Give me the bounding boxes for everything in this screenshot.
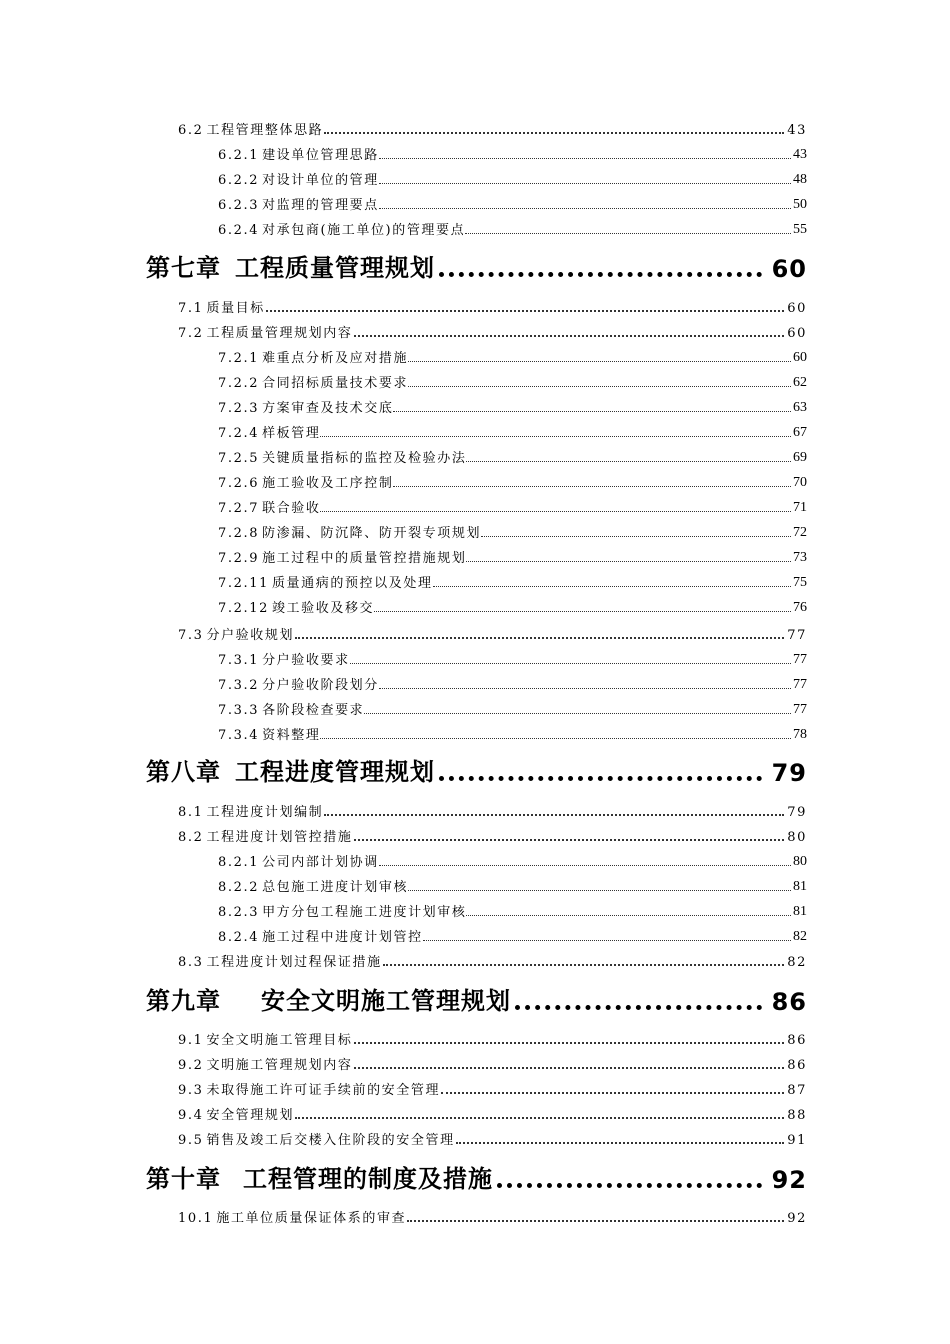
toc-entry-title: 工程进度计划过程保证措施 (206, 955, 382, 970)
toc-chapter-entry[interactable] (146, 249, 807, 283)
dot-leader (354, 335, 785, 337)
toc-entry[interactable] (178, 296, 807, 316)
toc-entry-number: 第十章 (146, 1164, 221, 1193)
dot-leader (383, 964, 785, 966)
dot-leader (433, 586, 791, 587)
toc-entry-page-number: 72 (793, 525, 807, 540)
toc-entry[interactable] (218, 596, 807, 616)
toc-entry-page-number: 55 (793, 222, 807, 237)
toc-entry-page-number: 86 (771, 988, 807, 1016)
toc-entry-number: 7.2.12 (218, 601, 269, 616)
dot-leader (374, 611, 791, 612)
toc-entry-title: 工程管理整体思路 (206, 123, 324, 138)
dot-leader (466, 915, 791, 916)
toc-entry-number: 7.2.1 (218, 351, 260, 366)
toc-entry-page-number: 92 (771, 1166, 807, 1194)
toc-entry-page-number: 69 (793, 450, 807, 465)
dot-leader (354, 839, 785, 841)
dot-leader (350, 663, 791, 664)
toc-entry-title: 合同招标质量技术要求 (262, 376, 409, 391)
toc-entry[interactable] (218, 218, 807, 238)
toc-entry-page-number: 87 (787, 1083, 807, 1098)
toc-entry-number: 8.3 (178, 955, 204, 970)
toc-entry-title: 销售及竣工后交楼入住阶段的安全管理 (206, 1133, 455, 1148)
toc-entry[interactable] (218, 723, 807, 743)
toc-entry-number: 8.2.1 (218, 855, 260, 870)
toc-entry-page-number: 43 (787, 123, 807, 138)
toc-entry-number: 7.3.2 (218, 678, 260, 693)
toc-entry[interactable] (218, 571, 807, 591)
toc-entry-number: 7.2 (178, 326, 204, 341)
toc-entry-number: 7.3.4 (218, 728, 260, 743)
toc-entry-page-number: 81 (793, 879, 807, 894)
dot-leader (456, 1142, 785, 1144)
toc-entry-number: 9.4 (178, 1108, 204, 1123)
toc-entry-title: 工程管理的制度及措施 (243, 1164, 493, 1193)
toc-entry-number: 8.2.2 (218, 880, 260, 895)
toc-entry-title: 未取得施工许可证手续前的安全管理 (206, 1083, 441, 1098)
toc-entry[interactable] (178, 1206, 807, 1226)
toc-entry[interactable] (218, 925, 807, 945)
toc-entry-title: 安全文明施工管理目标 (206, 1033, 353, 1048)
dot-leader (439, 272, 762, 277)
dot-leader (439, 776, 762, 781)
dot-leader (407, 1220, 784, 1222)
dot-leader (497, 1183, 762, 1188)
dot-leader (379, 688, 791, 689)
toc-entry-page-number: 82 (787, 955, 807, 970)
toc-entry-number: 8.2.4 (218, 930, 260, 945)
toc-entry-page-number: 43 (793, 147, 807, 162)
toc-entry-title: 公司内部计划协调 (262, 855, 379, 870)
dot-leader (408, 386, 791, 387)
toc-entry-page-number: 86 (787, 1033, 807, 1048)
toc-entry-title: 甲方分包工程施工进度计划审核 (262, 905, 467, 920)
toc-chapter-entry[interactable] (146, 753, 807, 787)
toc-entry-number: 7.3.3 (218, 703, 260, 718)
dot-leader (379, 183, 791, 184)
toc-entry-number: 7.2.2 (218, 376, 260, 391)
dot-leader (393, 486, 791, 487)
toc-entry-title: 难重点分析及应对措施 (262, 351, 409, 366)
toc-entry-title: 联合验收 (262, 501, 321, 516)
toc-entry-number: 9.1 (178, 1033, 204, 1048)
toc-entry-page-number: 60 (787, 301, 807, 316)
dot-leader (441, 1092, 784, 1094)
toc-entry[interactable] (218, 875, 807, 895)
toc-entry-page-number: 79 (771, 759, 807, 787)
toc-entry-title: 施工过程中进度计划管控 (262, 930, 423, 945)
dot-leader (295, 1117, 784, 1119)
toc-entry-number: 8.2 (178, 830, 204, 845)
toc-entry-title: 工程质量管理规划内容 (206, 326, 353, 341)
toc-entry-title: 工程进度计划管控措施 (206, 830, 353, 845)
dot-leader (515, 1005, 762, 1010)
toc-entry[interactable] (218, 421, 807, 441)
toc-entry[interactable] (218, 521, 807, 541)
dot-leader (466, 461, 791, 462)
toc-entry[interactable] (178, 1078, 807, 1098)
toc-entry[interactable] (218, 673, 807, 693)
toc-entry[interactable] (178, 800, 807, 820)
dot-leader (320, 436, 791, 437)
dot-leader (354, 1042, 785, 1044)
toc-entry-page-number: 88 (787, 1108, 807, 1123)
toc-entry[interactable] (178, 623, 807, 643)
toc-entry-number: 7.2.3 (218, 401, 260, 416)
toc-entry-title: 工程进度计划编制 (206, 805, 324, 820)
toc-entry[interactable] (218, 900, 807, 920)
toc-entry-title: 对承包商(施工单位)的管理要点 (262, 223, 466, 238)
toc-entry-number: 8.2.3 (218, 905, 260, 920)
toc-entry-title: 质量通病的预控以及处理 (271, 576, 433, 591)
toc-entry-page-number: 60 (793, 350, 807, 365)
toc-entry-page-number: 86 (787, 1058, 807, 1073)
toc-entry[interactable] (218, 446, 807, 466)
toc-entry-title: 关键质量指标的监控及检验办法 (262, 451, 467, 466)
dot-leader (423, 940, 791, 941)
toc-entry-page-number: 92 (787, 1211, 807, 1226)
toc-entry-page-number: 78 (793, 727, 807, 742)
toc-entry-title: 建设单位管理思路 (262, 148, 379, 163)
toc-entry[interactable] (218, 168, 807, 188)
dot-leader (320, 511, 791, 512)
toc-entry-title: 施工验收及工序控制 (262, 476, 394, 491)
toc-entry-page-number: 70 (793, 475, 807, 490)
dot-leader (408, 361, 791, 362)
toc-entry-title: 施工过程中的质量管控措施规划 (262, 551, 467, 566)
toc-entry-page-number: 77 (793, 677, 807, 692)
toc-entry[interactable] (218, 193, 807, 213)
toc-entry-number: 6.2.2 (218, 173, 260, 188)
toc-entry[interactable] (218, 396, 807, 416)
toc-entry-title: 文明施工管理规划内容 (206, 1058, 353, 1073)
toc-entry[interactable] (218, 546, 807, 566)
toc-entry-page-number: 80 (793, 854, 807, 869)
toc-entry-title: 工程质量管理规划 (235, 253, 435, 282)
toc-entry[interactable] (178, 1103, 807, 1123)
toc-entry[interactable] (178, 1128, 807, 1148)
toc-entry[interactable] (218, 143, 807, 163)
toc-entry-page-number: 63 (793, 400, 807, 415)
toc-entry-number: 7.2.6 (218, 476, 260, 491)
toc-entry-number: 7.2.8 (218, 526, 260, 541)
dot-leader (379, 865, 791, 866)
toc-entry-page-number: 76 (793, 600, 807, 615)
toc-entry-title: 防渗漏、防沉降、防开裂专项规划 (262, 526, 482, 541)
toc-entry-page-number: 81 (793, 904, 807, 919)
toc-entry-number: 第八章 (146, 757, 221, 786)
toc-entry[interactable] (218, 850, 807, 870)
toc-entry[interactable] (218, 496, 807, 516)
toc-entry-title: 分户验收阶段划分 (262, 678, 379, 693)
dot-leader (295, 637, 784, 639)
toc-entry-page-number: 48 (793, 172, 807, 187)
toc-entry-number: 6.2 (178, 123, 204, 138)
toc-entry-number: 7.3.1 (218, 653, 260, 668)
toc-entry-number: 7.2.11 (218, 576, 269, 591)
toc-chapter-entry[interactable] (146, 982, 807, 1016)
toc-entry-number: 7.3 (178, 628, 204, 643)
toc-entry-page-number: 62 (793, 375, 807, 390)
dot-leader (481, 536, 791, 537)
dot-leader (393, 411, 791, 412)
toc-entry[interactable] (218, 471, 807, 491)
toc-entry[interactable] (178, 950, 807, 970)
toc-entry-page-number: 67 (793, 425, 807, 440)
dot-leader (465, 233, 791, 234)
toc-entry[interactable] (218, 346, 807, 366)
toc-entry-title: 对设计单位的管理 (262, 173, 379, 188)
toc-entry-number: 7.2.7 (218, 501, 260, 516)
dot-leader (364, 713, 791, 714)
toc-entry[interactable] (178, 1028, 807, 1048)
toc-entry[interactable] (178, 1053, 807, 1073)
toc-entry-number: 6.2.4 (218, 223, 260, 238)
toc-entry-title: 方案审查及技术交底 (262, 401, 394, 416)
toc-entry-page-number: 60 (787, 326, 807, 341)
toc-entry-number: 10.1 (178, 1211, 214, 1226)
toc-entry-page-number: 77 (793, 702, 807, 717)
toc-entry-page-number: 73 (793, 550, 807, 565)
dot-leader (466, 561, 791, 562)
dot-leader (320, 738, 791, 739)
toc-entry-number: 8.1 (178, 805, 204, 820)
toc-entry-title: 质量目标 (206, 301, 265, 316)
toc-entry-page-number: 91 (787, 1133, 807, 1148)
toc-entry-title: 竣工验收及移交 (271, 601, 375, 616)
dot-leader (324, 814, 784, 816)
toc-entry[interactable] (218, 698, 807, 718)
toc-entry-title: 资料整理 (262, 728, 321, 743)
toc-entry-number: 9.2 (178, 1058, 204, 1073)
toc-entry-title: 分户验收要求 (262, 653, 350, 668)
toc-entry-title: 安全管理规划 (206, 1108, 295, 1123)
toc-entry-page-number: 71 (793, 500, 807, 515)
toc-entry-number: 7.1 (178, 301, 204, 316)
toc-entry[interactable] (218, 371, 807, 391)
toc-entry-page-number: 60 (771, 255, 807, 283)
toc-entry-number: 7.2.5 (218, 451, 260, 466)
toc-entry-number: 6.2.3 (218, 198, 260, 213)
dot-leader (354, 1067, 785, 1069)
dot-leader (266, 310, 784, 312)
toc-chapter-entry[interactable] (146, 1160, 807, 1194)
toc-entry-title: 施工单位质量保证体系的审查 (216, 1211, 407, 1226)
dot-leader (408, 890, 791, 891)
toc-entry-page-number: 77 (793, 652, 807, 667)
toc-entry-title: 工程进度管理规划 (235, 757, 435, 786)
toc-entry-number: 6.2.1 (218, 148, 260, 163)
toc-entry-number: 9.5 (178, 1133, 204, 1148)
toc-entry-number: 第七章 (146, 253, 221, 282)
toc-entry[interactable] (218, 648, 807, 668)
toc-entry-number: 7.2.4 (218, 426, 260, 441)
toc-entry-page-number: 80 (787, 830, 807, 845)
toc-entry-title: 各阶段检查要求 (262, 703, 365, 718)
toc-entry-title: 分户验收规划 (206, 628, 295, 643)
toc-entry-page-number: 82 (793, 929, 807, 944)
toc-entry[interactable] (178, 825, 807, 845)
toc-entry-page-number: 77 (787, 628, 807, 643)
dot-leader (379, 158, 791, 159)
toc-entry-title: 样板管理 (262, 426, 321, 441)
toc-entry-page-number: 79 (787, 805, 807, 820)
toc-entry-number: 9.3 (178, 1083, 204, 1098)
toc-entry-page-number: 75 (793, 575, 807, 590)
toc-entry[interactable] (178, 118, 807, 138)
toc-entry-number: 第九章 (146, 986, 221, 1015)
toc-entry-title: 对监理的管理要点 (262, 198, 379, 213)
dot-leader (324, 132, 784, 134)
toc-entry[interactable] (178, 321, 807, 341)
toc-entry-title: 总包施工进度计划审核 (262, 880, 409, 895)
dot-leader (379, 208, 791, 209)
toc-entry-number: 7.2.9 (218, 551, 260, 566)
toc-entry-page-number: 50 (793, 197, 807, 212)
toc-entry-title: 安全文明施工管理规划 (261, 986, 511, 1015)
